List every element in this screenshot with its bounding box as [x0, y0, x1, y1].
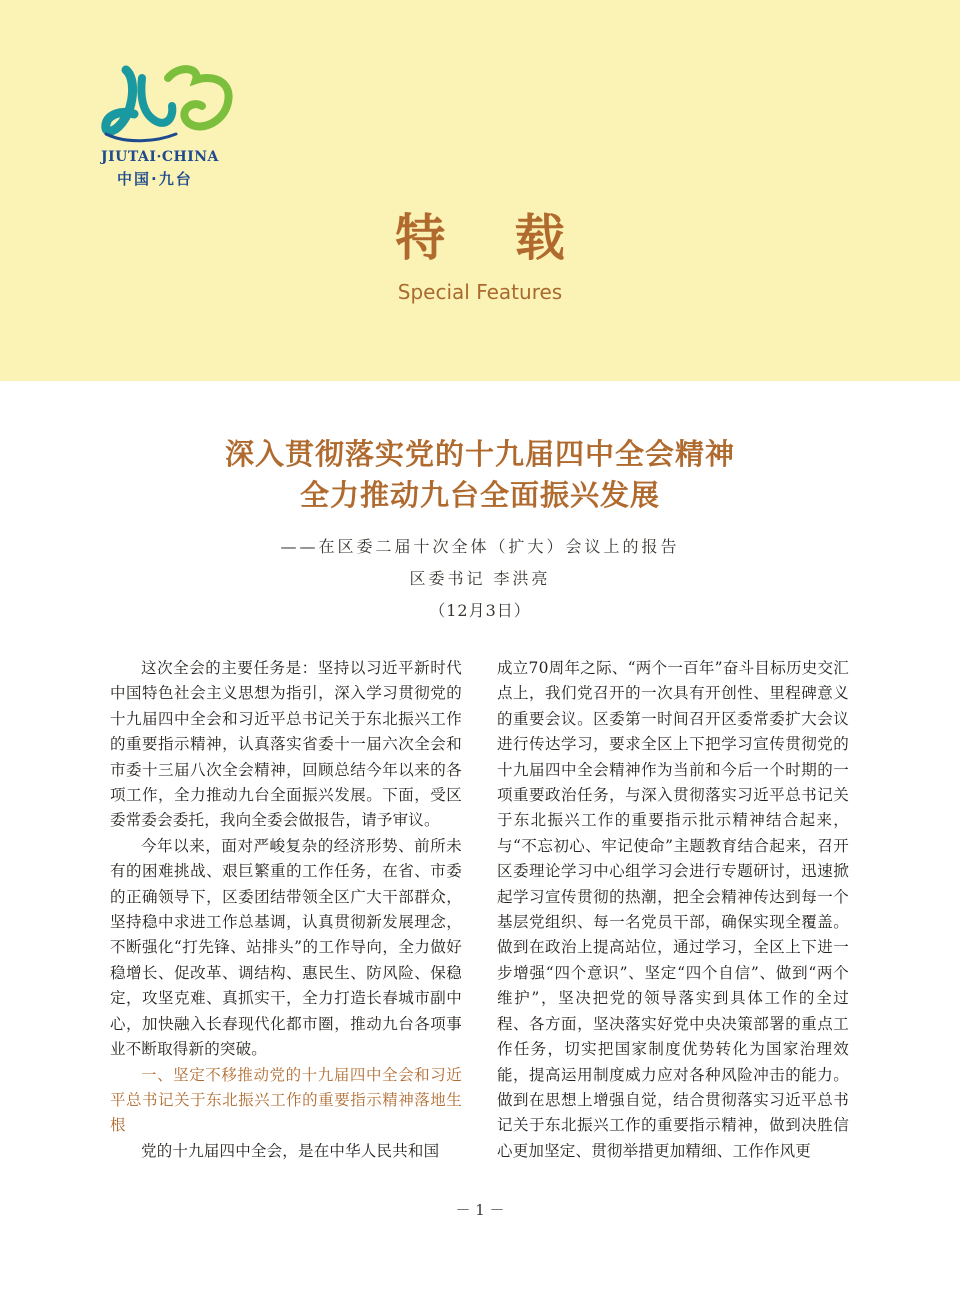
section-subtitle: Special Features	[397, 280, 563, 304]
logo-stroke-blue	[106, 134, 176, 141]
article-title-line1: 深入贯彻落实党的十九届四中全会精神	[224, 437, 735, 471]
article-date: （12月3日）	[429, 601, 531, 620]
logo-stroke-teal-2	[141, 78, 172, 123]
section-heading: 一、坚定不移推动党的十九届四中全会和习近平总书记关于东北振兴工作的重要指示精神落地生根	[110, 1065, 462, 1135]
logo-stroke-teal	[106, 70, 134, 131]
right-column	[497, 656, 849, 1164]
article-subtitle: ——在区委二届十次全体（扩大）会议上的报告	[280, 537, 680, 556]
paragraph: 成立70周年之际、“两个一百年”奋斗目标历史交汇点上，我们党召开的一次具有开创性、里程碑意义的重要会议。区委第一时间召开区委常委扩大会议进行传达学习，要求全区上下把学习宣传贯彻党的十九届四中全会精神作为当前和今后一个时期的一项重要政治任务，与深入贯彻落实习近平总书记关于东北振兴工作的重要指示批示精神结合起来，与“不忘初心、牢记使命”主题教育结合起来，召开区委理论学习中心组学习会进行专题研讨，迅速掀起学习宣传贯彻的热潮，把全会精神传达到每一个基层党组织、每一名党员干部，确保实现全覆盖。做到在政治上提高站位，通过学习，全区上下进一步增强“四个意识”、坚定“四个自信”、做到“两个维护”，坚决把党的领导落实到具体工作的全过程、各方面，坚决落实好党中央决策部署的重点工作任务，切实把国家制度优势转化为国家治理效能，提高运用制度威力应对各种风险冲击的能力。做到在思想上增强自觉，结合贯彻落实习近平总书记关于东北振兴工作的重要指示精神，做到决胜信心更加坚定、贯彻举措更加精细、工作作风更	[497, 659, 849, 1160]
article-title-line2: 全力推动九台全面振兴发展	[299, 478, 660, 512]
paragraph: 这次全会的主要任务是：坚持以习近平新时代中国特色社会主义思想为指引，深入学习贯彻党的十九届四中全会和习近平总书记关于东北振兴工作的重要指示精神，认真落实省委十一届六次全会和市委十三届八次全会精神，回顾总结今年以来的各项工作，全力推动九台全面振兴发展。下面，受区委常委会委托，我向全委会做报告，请予审议。	[110, 659, 462, 830]
paragraph: 今年以来，面对严峻复杂的经济形势、前所未有的困难挑战、艰巨繁重的工作任务，在省、市委的正确领导下，区委团结带领全区广大干部群众，坚持稳中求进工作总基调，认真贯彻新发展理念，不断强化“打先锋、站排头”的工作导向，全力做好稳增长、促改革、调结构、惠民生、防风险、保稳定，攻坚克难、真抓实干，全力打造长春城市副中心，加快融入长春现代化都市圈，推动九台各项事业不断取得新的突破。	[110, 836, 462, 1059]
left-column	[110, 656, 462, 1164]
section-title: 特 载	[395, 209, 591, 267]
page-number: － 1 －	[455, 1201, 505, 1219]
article-author: 区委书记 李洪亮	[409, 569, 551, 588]
logo-chinese-text: 中国·九台	[117, 170, 193, 188]
logo-stroke-green	[168, 69, 229, 126]
paragraph: 党的十九届四中全会，是在中华人民共和国	[141, 1141, 440, 1160]
logo-english-text: JIUTAI·CHINA	[101, 149, 219, 165]
